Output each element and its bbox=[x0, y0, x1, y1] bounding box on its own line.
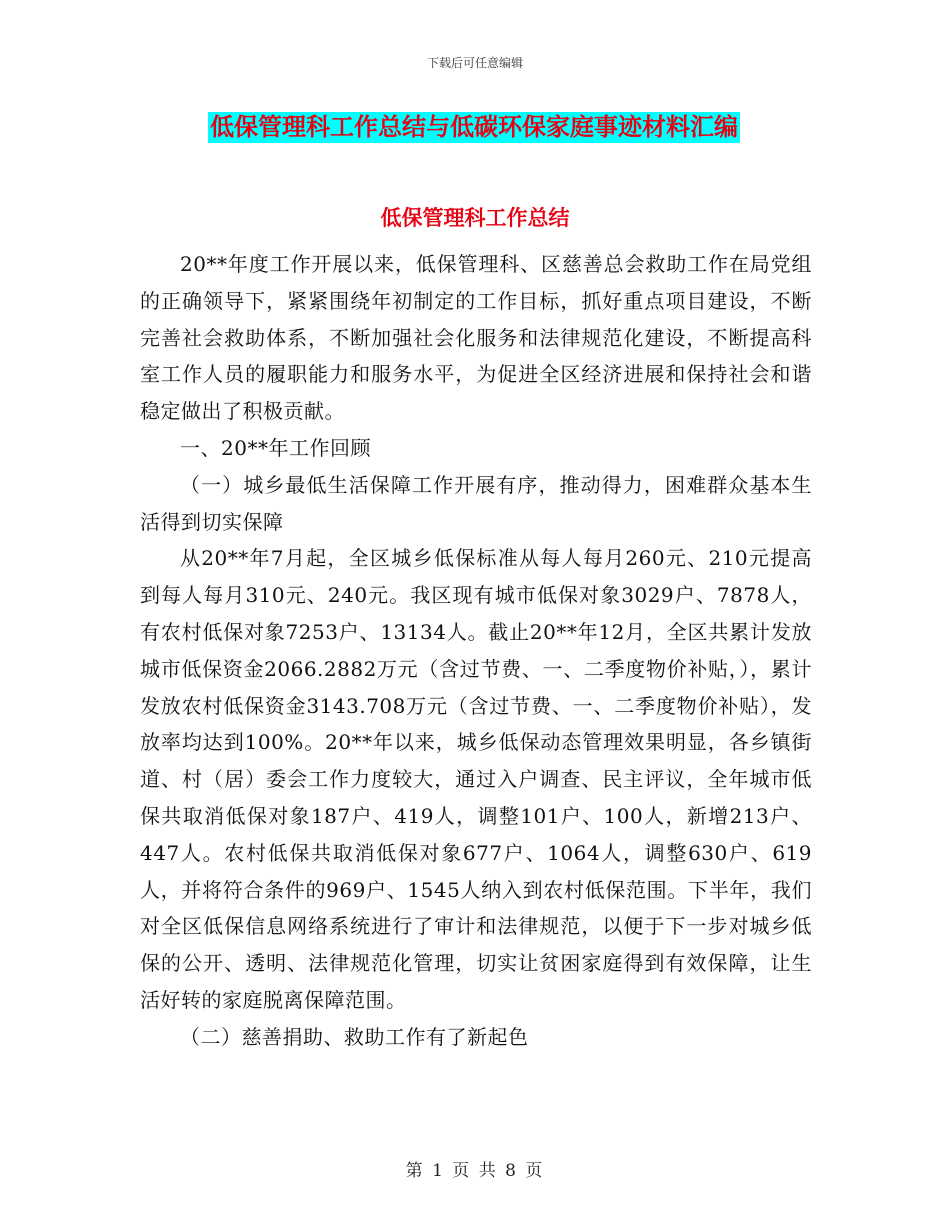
paragraph-intro: 20**年度工作开展以来，低保管理科、区慈善总会救助工作在局党组的正确领导下，紧紧围绕年初制定的工作目标，抓好重点项目建设，不断完善社会救助体系，不断加强社会化服务和法律规范化建设，不断提高科室工作人员的履职能力和服务水平，为促进全区经济进展和保持社会和谐稳定做出了积极贡献。 bbox=[140, 252, 812, 424]
header-note: 下载后可任意编辑 bbox=[426, 56, 523, 70]
section-title: 低保管理科工作总结 bbox=[380, 206, 570, 230]
paragraph-details: 从20**年7月起，全区城乡低保标准从每人每月260元、210元提高到每人每月310元、240元。我区现有城市低保对象3029户、7878人，有农村低保对象7253户、13134人。截止20**年12月，全区共累计发放城市低保资金2066.2882万元（含过节费、一、二季度物价补贴，），累计发放农村低保资金3143.708万元（含过节费、一、二季度物价补贴），发放率均达到100%。20**年以来，城乡低保动态管理效果明显，各乡镇街道、村（居）委会工作力度较大，通过入户调查、民主评议，全年城市低保共取消低保对象187户、419人，调整101户、100人，新增213户、447人。农村低保共取消低保对象677户、1064人，调整630户、619人，并将符合条件的969户、1545人纳入到农村低保范围。下半年，我们对全区低保信息网络系统进行了审计和法律规范，以便于下一步对城乡低保的公开、透明、法律规范化管理，切实让贫困家庭得到有效保障，让生活好转的家庭脱离保障范围。 bbox=[140, 546, 812, 1012]
document-title: 低保管理科工作总结与低碳环保家庭事迹材料汇编 bbox=[210, 113, 738, 141]
heading-item-1: （一）城乡最低生活保障工作开展有序，推动得力，困难群众基本生活得到切实保障 bbox=[140, 472, 812, 534]
heading-item-2: （二）慈善捐助、救助工作有了新起色 bbox=[180, 1024, 529, 1049]
document-body bbox=[140, 246, 812, 1056]
heading-review: 一、20**年工作回顾 bbox=[180, 435, 371, 460]
page-number: 第 1 页 共 8 页 bbox=[405, 1161, 545, 1181]
